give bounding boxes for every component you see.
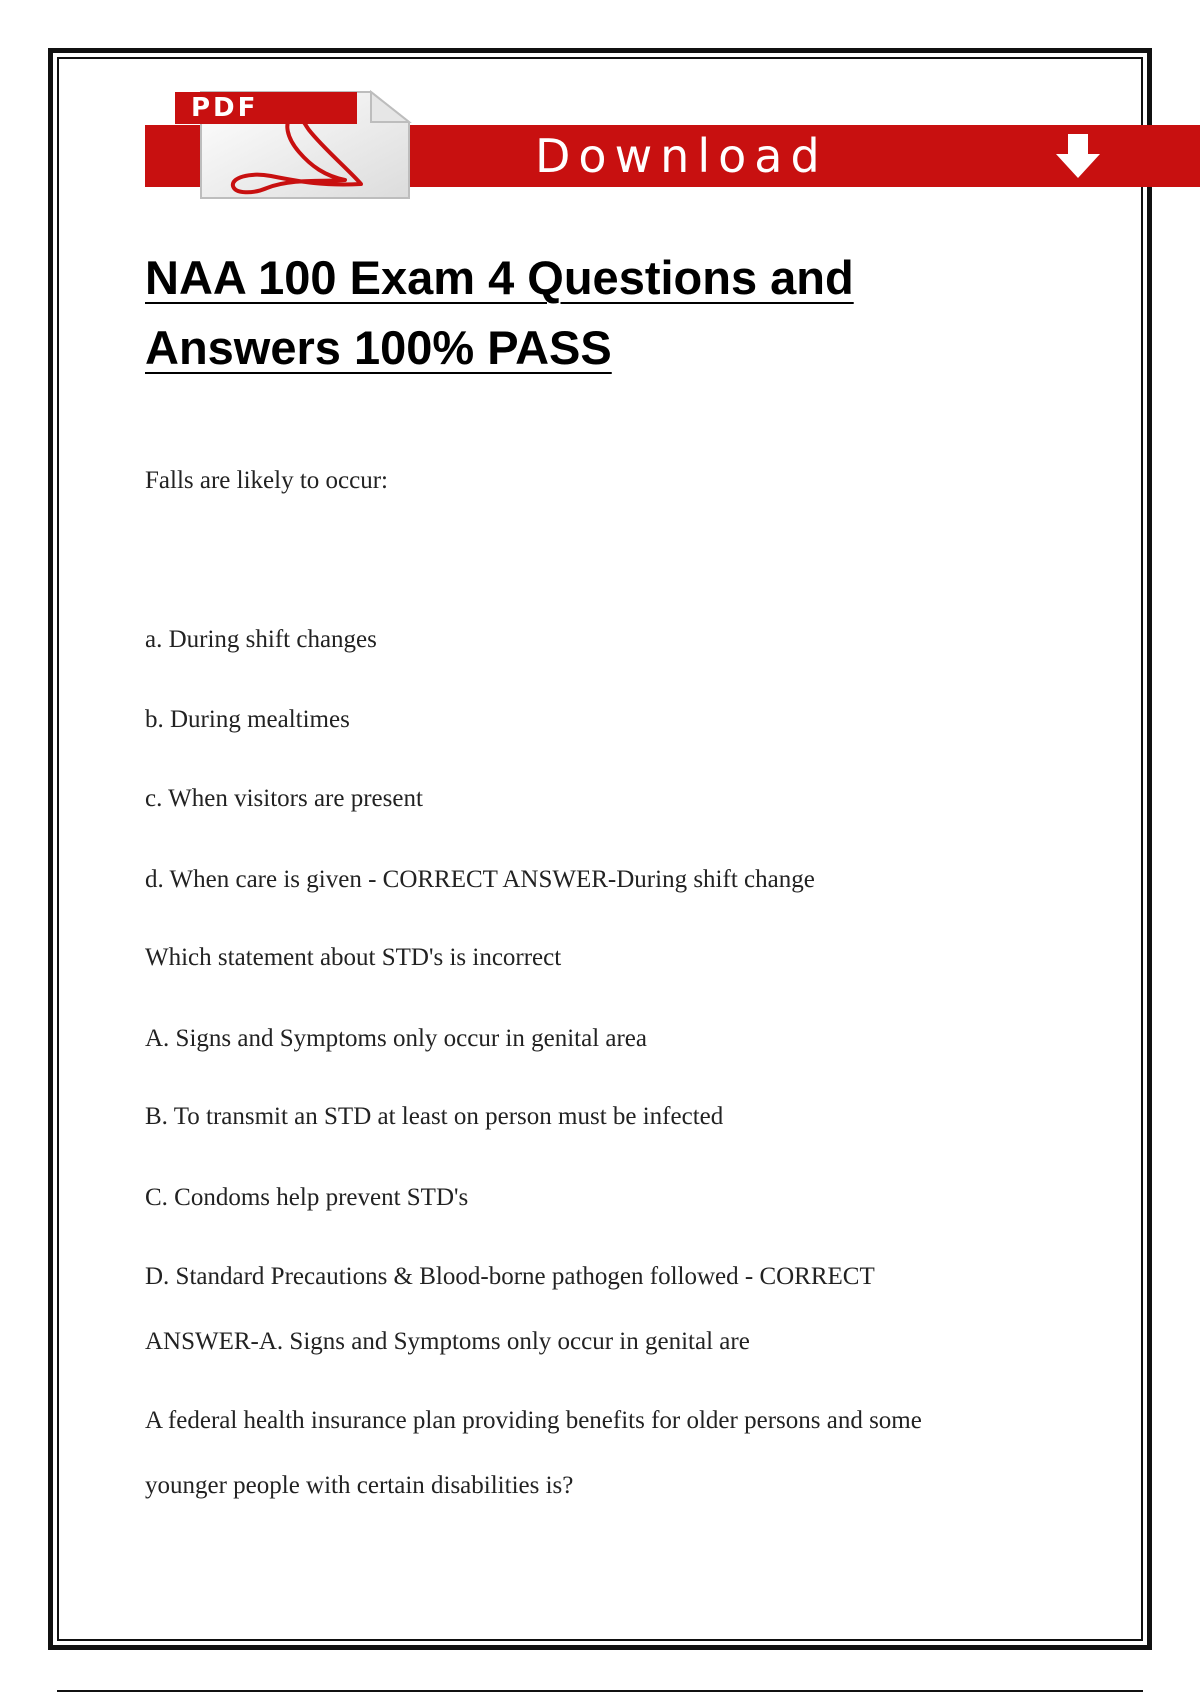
question-3-line-1: A federal health insurance plan providing benefits for older persons and some: [145, 1407, 922, 1434]
option-1b: b. During mealtimes: [145, 706, 350, 733]
question-2-text: Which statement about STD's is incorrect: [145, 944, 562, 971]
download-arrow-icon: [1050, 128, 1106, 184]
question-1-text: Falls are likely to occur:: [145, 467, 388, 494]
download-label: Download: [535, 129, 828, 183]
title-line-1: NAA 100 Exam 4 Questions and: [145, 251, 854, 304]
answer-2: ANSWER-A. Signs and Symptoms only occur in genital are: [145, 1328, 750, 1355]
option-1c: c. When visitors are present: [145, 785, 423, 812]
page-title: [145, 243, 1095, 383]
option-2d: D. Standard Precautions & Blood-borne pathogen followed - CORRECT: [145, 1263, 875, 1290]
pdf-download-banner[interactable]: [145, 78, 1200, 203]
pdf-label: PDF: [175, 92, 357, 124]
title-line-2: Answers 100% PASS: [145, 321, 612, 374]
option-2b: B. To transmit an STD at least on person must be infected: [145, 1103, 724, 1130]
pdf-file-icon: [175, 86, 415, 202]
option-1d-answer: d. When care is given - CORRECT ANSWER-During shift change: [145, 866, 815, 893]
option-2c: C. Condoms help prevent STD's: [145, 1184, 469, 1211]
question-3-line-2: younger people with certain disabilities is?: [145, 1472, 574, 1499]
option-2a: A. Signs and Symptoms only occur in genital area: [145, 1025, 648, 1052]
bottom-rule: [57, 1690, 1143, 1692]
option-1a: a. During shift changes: [145, 626, 377, 653]
